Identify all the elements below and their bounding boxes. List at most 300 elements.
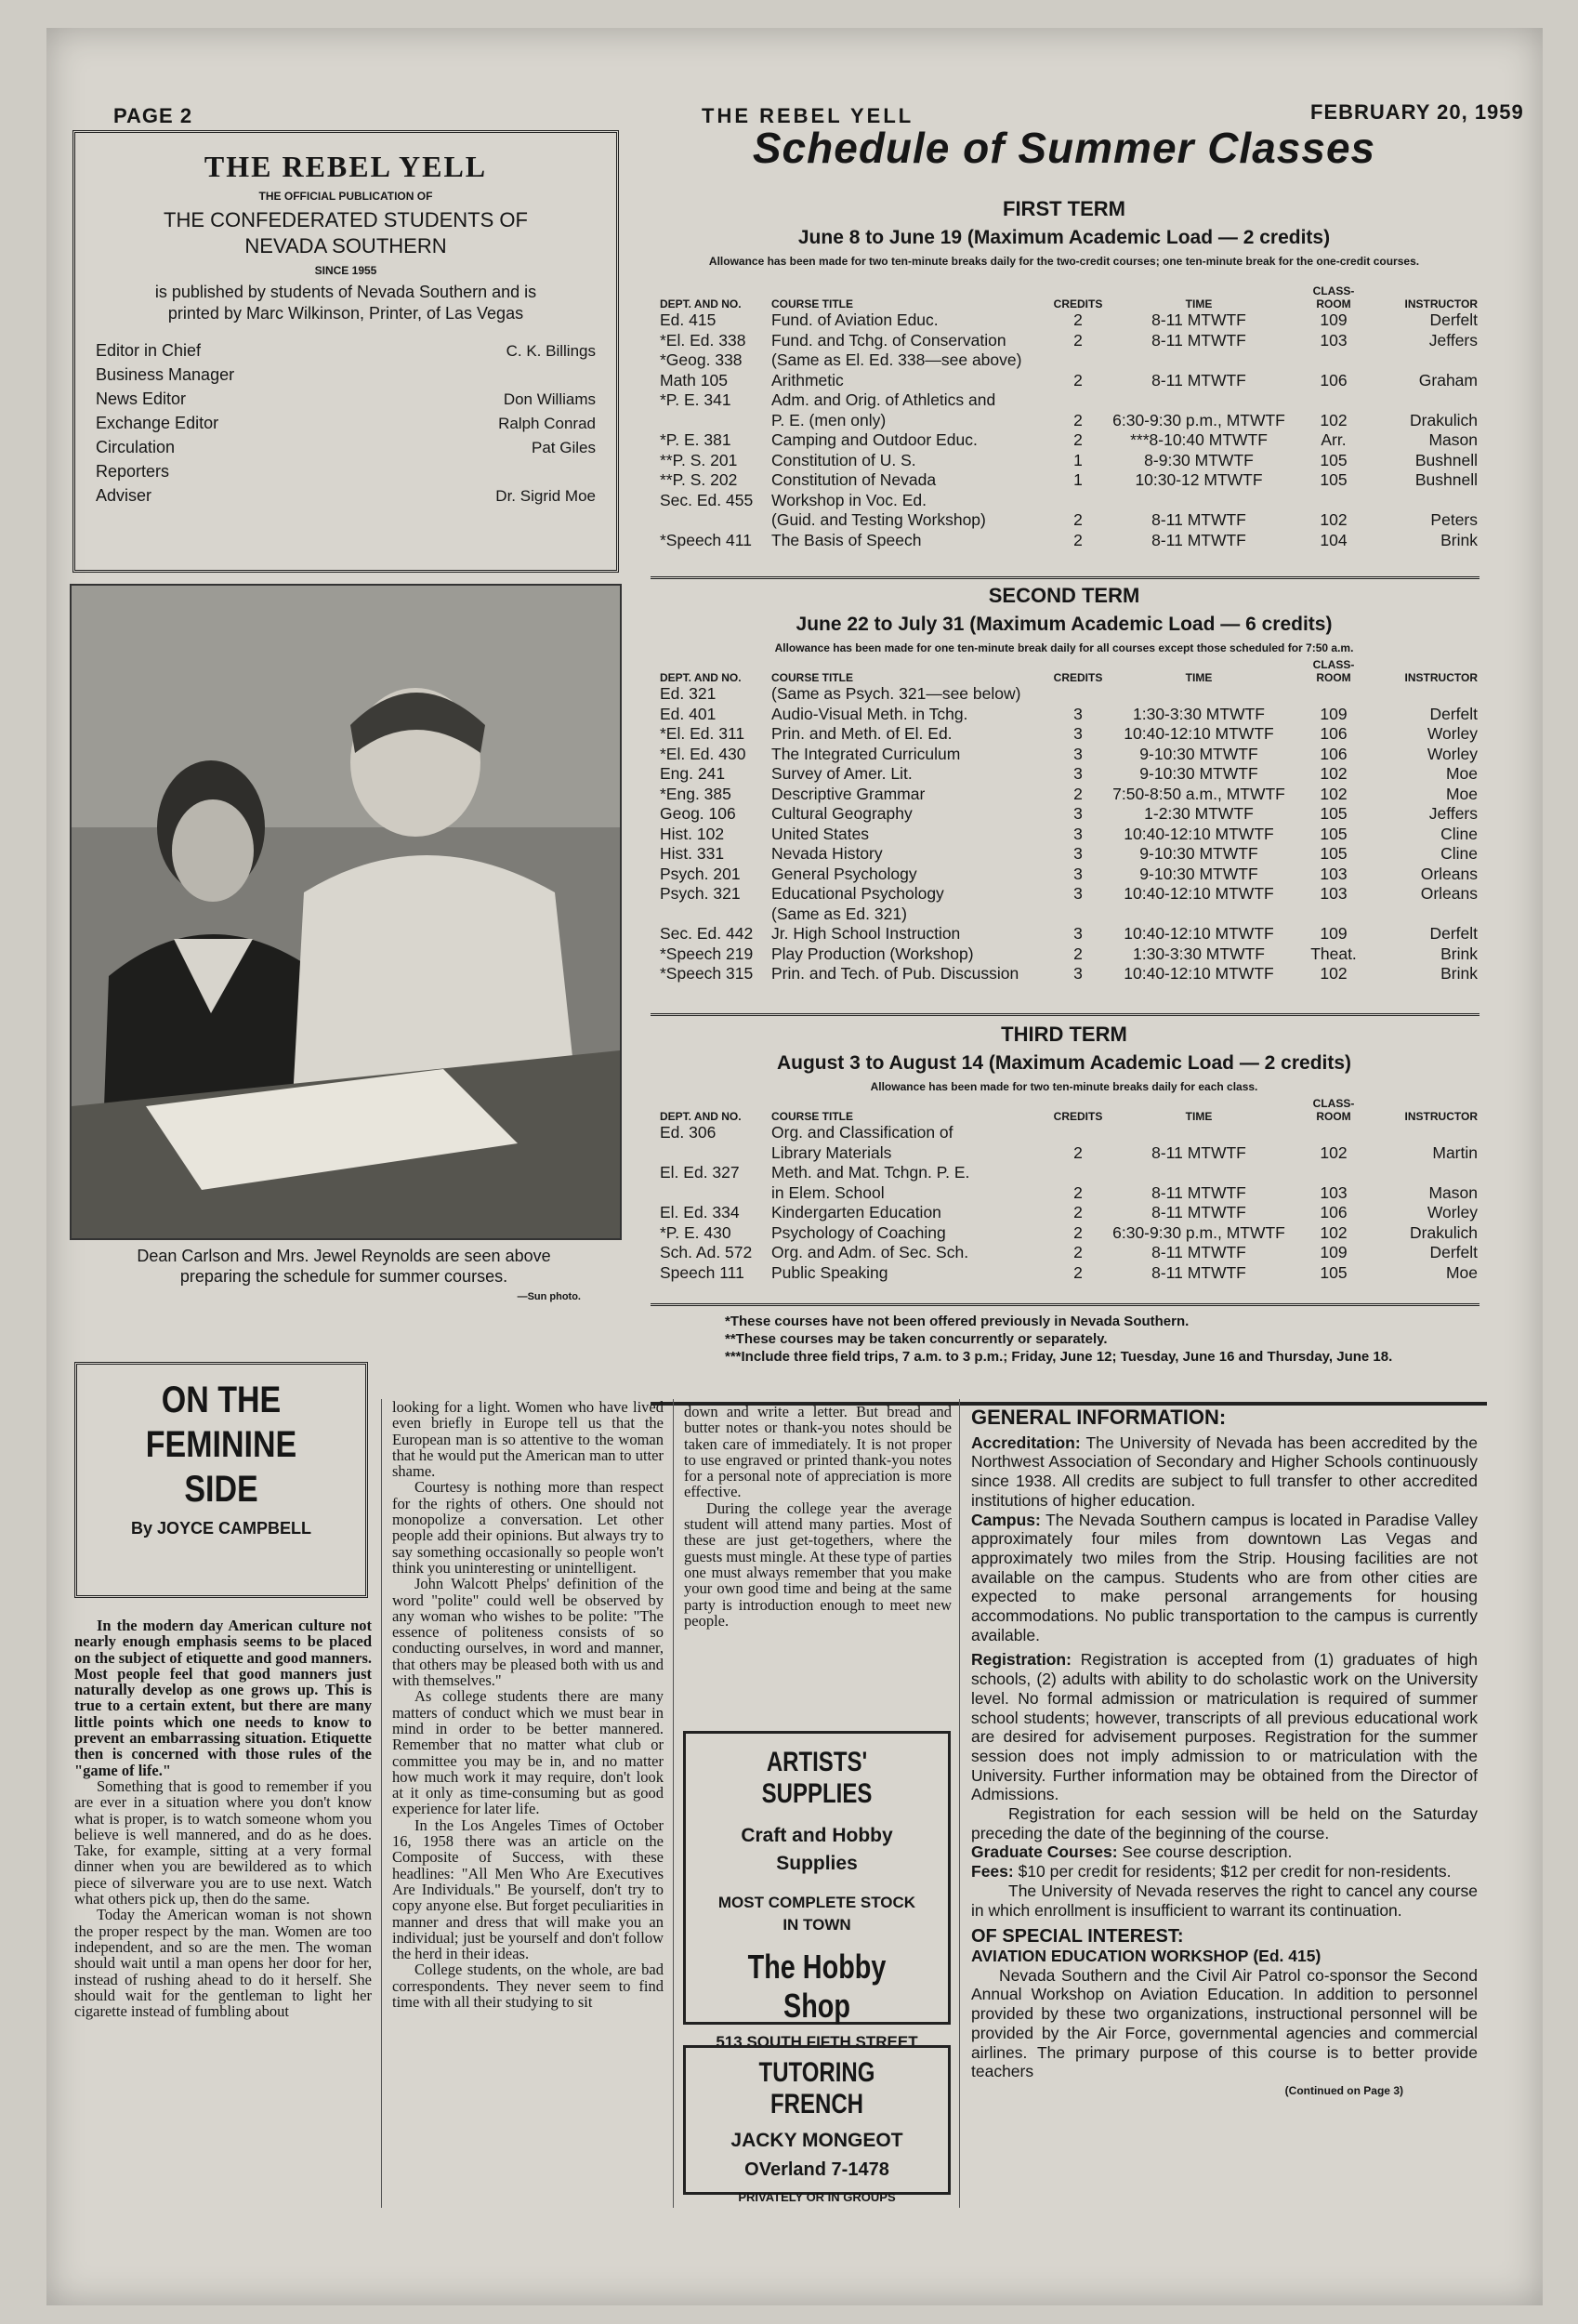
column-rule [673,1399,674,2208]
staff-row [96,433,596,457]
table-row [651,350,1479,371]
cell-dept: *P. E. 341 [660,390,731,410]
cell-instructor: Graham [1418,370,1478,390]
cell-instructor: Brink [1440,944,1478,963]
cell-credits: 2 [1073,1262,1083,1282]
column-header-credits: CREDITS [1053,1110,1103,1123]
staff-role: Business Manager [96,365,235,384]
column-header-room-top: CLASS- [1312,284,1355,297]
cell-time: 10:40-12:10 MTWTF [1124,964,1274,984]
photo-dean-carlson-jewel-reynolds [70,584,622,1240]
general-information [971,1408,1478,2101]
table-row [651,825,1479,845]
cell-instructor: Derfelt [1429,1243,1478,1262]
cell-instructor: Moe [1445,764,1478,784]
photo-credit: —Sun photo. [517,1291,581,1302]
cell-course: Prin. and Tech. of Pub. Discussion [771,964,1019,984]
schedule-end-rule [651,1303,1479,1306]
ad-artists-line3: MOST COMPLETE STOCK [717,1894,916,1911]
cell-dept: *El. Ed. 338 [660,330,746,350]
column-header-instructor: INSTRUCTOR [1404,1110,1478,1123]
table-row [651,924,1479,944]
cell-dept: El. Ed. 334 [660,1203,740,1222]
column-header-dept: DEPT. AND NO. [660,297,742,310]
cell-dept: Hist. 102 [660,824,725,843]
column-header-credits: CREDITS [1053,297,1103,310]
term-note: Allowance has been made for two ten-minute breaks daily for each class. [870,1080,1258,1093]
cell-time: 1:30-3:30 MTWTF [1133,944,1265,963]
table-row [651,1263,1479,1284]
cell-course: (Guid. and Testing Workshop) [771,510,986,530]
table-row [651,764,1479,785]
accreditation-text: The University of Nevada has been accredited by the Northwest Association of Secondary and Higher Schools continuously since 1938. All credits are subject to full transfer to other accredited institutions of higher education. [971,1433,1479,1510]
cell-credits: 2 [1073,1243,1083,1262]
term-name: THIRD TERM [1001,1023,1127,1046]
cell-credits: 3 [1073,924,1083,944]
cell-course: in Elem. School [771,1182,885,1202]
cell-dept: Ed. 321 [660,684,717,704]
table-row [651,1123,1479,1143]
cell-credits: 1 [1073,470,1083,490]
cell-course: Prin. and Meth. of El. Ed. [771,724,953,744]
cell-course: Descriptive Grammar [771,784,926,803]
cell-dept: Psych. 321 [660,884,741,904]
cell-instructor: Jeffers [1428,330,1478,350]
cell-room: 103 [1320,330,1348,350]
cell-room: 105 [1320,470,1348,490]
cell-course: Adm. and Orig. of Athletics and [771,390,996,410]
staff-role: Editor in Chief [96,341,202,360]
term-name: FIRST TERM [1003,197,1125,220]
cell-credits: 3 [1073,824,1083,843]
photo-caption [70,1246,618,1307]
cell-instructor: Bushnell [1414,450,1478,469]
feminine-lead: In the modern day American culture not nearly enough emphasis seems to be placed on the subject of etiquette and good manners. Most people feel that good manners just naturally develop as one grows up. This is true to a certain extent, but there are many little points which one needs to know to prevent an embarrassing situation. Etiquette then is concerned with those rules of the "game of life." [74,1617,372,1779]
aviation-heading: AVIATION EDUCATION WORKSHOP [971,1946,1249,1965]
cell-room: 105 [1320,1262,1348,1282]
fees-text: $10 per credit for residents; $12 per credit for non-residents. [1018,1862,1452,1882]
cell-dept: Math 105 [660,370,728,390]
cell-room: 102 [1320,964,1348,984]
cell-dept: Sec. Ed. 442 [660,924,754,944]
staff-row [96,361,596,385]
cell-dept: *Eng. 385 [660,784,731,803]
cell-room: 102 [1320,784,1348,803]
cell-dept: *Speech 219 [660,944,754,963]
cell-dept: *Speech 315 [660,964,754,984]
cell-credits: 3 [1073,844,1083,864]
cell-instructor: Worley [1427,724,1478,744]
cell-instructor: Drakulich [1410,410,1478,429]
column-header-room-top: CLASS- [1312,658,1355,671]
cell-room: 106 [1320,1203,1348,1222]
cell-course: Library Materials [771,1142,892,1162]
schedule-footnotes [725,1313,1478,1366]
cell-instructor: Martin [1432,1142,1478,1162]
cell-course: Jr. High School Instruction [771,924,961,944]
cell-course: General Psychology [771,864,917,883]
cell-course: Audio-Visual Meth. in Tchg. [771,704,968,723]
cell-dept: Sec. Ed. 455 [660,490,754,509]
table-header-row [651,1095,1479,1123]
cell-credits: 3 [1073,804,1083,824]
cell-room: 105 [1320,824,1348,843]
cell-dept: *El. Ed. 430 [660,744,746,763]
cell-time: 8-9:30 MTWTF [1144,450,1254,469]
cell-course: Org. and Adm. of Sec. Sch. [771,1243,969,1262]
cell-instructor: Cline [1440,824,1478,843]
masthead-subtitle: THE OFFICIAL PUBLICATION OF [258,190,433,203]
column-header-credits: CREDITS [1053,671,1103,684]
cell-time: 8-11 MTWTF [1151,1262,1246,1282]
schedule-title: Schedule of Summer Classes [752,124,1376,172]
cell-course: Play Production (Workshop) [771,944,974,963]
registration-text: Registration is accepted from (1) graduates of high schools, (2) adults with ability to do scholastic work on the University level. No formal admission or matriculation is required of summer school students; however, transcripts of all previous educational work are desired for advisement purposes. Registration for the summer session does not imply admission to or matriculation with the University. Further information may be obtained from the Director of Admissions. [971,1650,1478,1804]
cell-room: 106 [1320,370,1348,390]
table-row [651,844,1479,865]
staff-row [96,385,596,409]
cell-credits: 2 [1073,530,1083,549]
cell-course: Fund. of Aviation Educ. [771,310,939,330]
cell-room: 105 [1320,804,1348,824]
table-row [651,1203,1479,1223]
cell-time: 6:30-9:30 p.m., MTWTF [1112,1222,1285,1242]
cell-dept: Ed. 401 [660,704,717,723]
table-header-row [651,656,1479,684]
masthead-since: SINCE 1955 [314,264,377,277]
cell-time: 9-10:30 MTWTF [1139,764,1258,784]
table-row [651,865,1479,885]
cell-credits: 3 [1073,724,1083,744]
cell-course: (Same as Psych. 321—see below) [771,684,1021,704]
cell-course: Cultural Geography [771,804,913,824]
footnote-3: ***Include three field trips, 7 a.m. to 3 p.m.; Friday, June 12; Tuesday, June 16 and Thursday, June 18. [725,1349,1393,1365]
table-row [651,491,1479,511]
ad-artists-title: ARTISTS' SUPPLIES [761,1747,873,1809]
cell-instructor: Orleans [1420,864,1478,883]
feminine-column-3 [684,1404,952,1629]
feminine-byline: By JOYCE CAMPBELL [130,1519,312,1538]
graduate-text: See course description. [1122,1842,1293,1862]
feminine-title1: ON THE [161,1380,282,1420]
table-row [651,1183,1479,1204]
table-row [651,1243,1479,1263]
cell-instructor: Brink [1440,530,1478,549]
cell-instructor: Cline [1440,844,1478,864]
masthead-box [72,130,619,573]
cell-room: 102 [1320,510,1348,530]
table-row [651,310,1479,331]
cell-room: 109 [1320,924,1348,944]
cell-credits: 2 [1073,310,1083,330]
table-row [651,705,1479,725]
cell-credits: 3 [1073,864,1083,883]
cell-credits: 3 [1073,744,1083,763]
table-row [651,1223,1479,1244]
staff-list [75,337,616,506]
cell-time: 10:40-12:10 MTWTF [1124,884,1274,904]
staff-role: Exchange Editor [96,414,219,432]
table-row [651,724,1479,745]
cell-course: Fund. and Tchg. of Conservation [771,330,1006,350]
term-note: Allowance has been made for two ten-minute breaks daily for the two-credit courses; one ten-minute break for the one-credit courses. [708,255,1420,268]
cell-credits: 2 [1073,410,1083,429]
cell-instructor: Worley [1427,1203,1478,1222]
cell-course: Org. and Classification of [771,1123,953,1142]
caption-line2: preparing the schedule for summer courses. [179,1267,508,1286]
feminine-col3-p2: During the college year the average student will attend many parties. Most of these are just get-togethers, where the guests must mingle. At these type of parties one must always remember that you make your own good time and being at the same party is introduction enough to meet new people. [684,1499,952,1630]
staff-name: C. K. Billings [506,342,596,360]
staff-row [96,457,596,482]
staff-role: Reporters [96,462,170,481]
cell-course: Nevada History [771,844,883,864]
paper-name: THE REBEL YELL [702,104,914,127]
staff-role: News Editor [96,390,187,408]
table-row [651,745,1479,765]
cell-credits: 2 [1073,944,1083,963]
cell-instructor: Bushnell [1414,470,1478,490]
cell-dept: *P. E. 430 [660,1222,731,1242]
cell-credits: 2 [1073,370,1083,390]
cell-credits: 2 [1073,510,1083,530]
feminine-column-2 [392,1399,664,2010]
column-header-time: TIME [1185,297,1213,310]
cell-instructor: Orleans [1420,884,1478,904]
cell-instructor: Mason [1428,1182,1478,1202]
staff-row [96,409,596,433]
cell-course: The Basis of Speech [771,530,922,549]
staff-role: Circulation [96,438,176,456]
cell-time: 6:30-9:30 p.m., MTWTF [1112,410,1285,429]
feminine-col2-p6: College students, on the whole, are bad correspondents. They never seem to find time with all their studying to sit [392,1961,664,2011]
column-header-instructor: INSTRUCTOR [1404,671,1478,684]
column-header-room [1292,658,1375,684]
cell-course: Constitution of Nevada [771,470,937,490]
cell-room: 103 [1320,864,1348,883]
cell-credits: 3 [1073,764,1083,784]
masthead-title: THE REBEL YELL [204,150,488,183]
staff-name: Don Williams [503,390,596,408]
cell-time: 10:40-12:10 MTWTF [1124,724,1274,744]
column-header-room-top: CLASS- [1312,1097,1355,1110]
cell-room: 103 [1320,884,1348,904]
staff-name: Dr. Sigrid Moe [495,487,596,505]
ad-artists-supplies [683,1731,951,2051]
masthead-published1: is published by students of Nevada Southern and is [154,283,537,301]
table-row [651,905,1479,925]
ad-artists-line1: Craft and Hobby [741,1825,893,1846]
cell-course: Arithmetic [771,370,844,390]
table-row [651,1143,1479,1164]
cell-instructor: Moe [1445,1262,1478,1282]
cell-instructor: Derfelt [1429,924,1478,944]
cell-course: United States [771,824,870,843]
table-row [651,371,1479,391]
cell-time: 7:50-8:50 a.m., MTWTF [1112,784,1285,803]
cell-credits: 2 [1073,330,1083,350]
cell-credits: 2 [1073,430,1083,450]
table-row [651,684,1479,705]
cell-dept: Ed. 306 [660,1123,717,1142]
masthead-published2: printed by Marc Wilkinson, Printer, of Las Vegas [167,304,524,323]
table-row [651,390,1479,411]
cell-room: 109 [1320,310,1348,330]
staff-name: Pat Giles [532,439,596,456]
cell-dept: *El. Ed. 311 [660,724,745,744]
reserve-text: The University of Nevada reserves the right to cancel any course in which enrollment is insufficient to warrant its continuation. [971,1881,1478,1920]
table-row [651,411,1479,431]
page-number: PAGE 2 [113,104,193,127]
column-header-course: COURSE TITLE [771,671,854,684]
cell-time: 1:30-3:30 MTWTF [1133,704,1265,723]
cell-time: 8-11 MTWTF [1151,1243,1246,1262]
cell-credits: 3 [1073,964,1083,984]
cell-instructor: Derfelt [1429,704,1478,723]
feminine-col2-p5: In the Los Angeles Times of October 16, 1958 there was an article on the Composite of Success, with these headlines: "All Men Who Are Executives Are Individuals." Be yourself, don't try to copy anyone else. But forget peculiarities in manner and dress that will make you an individual; just be yourself and don't follow the herd in their ideas. [392,1816,664,1963]
cell-instructor: Drakulich [1410,1222,1478,1242]
cell-course: Survey of Amer. Lit. [771,764,913,784]
photo-illustration [72,586,620,1238]
feminine-col3-p1: down and write a letter. But bread and butter notes or thank-you notes should be taken care of immediately. It is not proper to use engraved or printed thank-you notes for a personal note of appreciation is more effective. [684,1403,952,1501]
cell-credits: 2 [1073,1203,1083,1222]
feminine-side-box [74,1362,368,1598]
cell-time: 8-11 MTWTF [1151,1182,1246,1202]
masthead-line2: NEVADA SOUTHERN [244,234,447,257]
caption-line1: Dean Carlson and Mrs. Jewel Reynolds are seen above [137,1247,551,1265]
feminine-col1-p2: Something that is good to remember if you are ever in a situation where you don't know what is proper, is to watch someone whom you believe is well mannered, and do as he does. Take, for example, sitting at a very formal dinner when you are bewildered as to which piece of silverware you are to use next. Watch what others pick up, then do the same. [74,1776,372,1908]
table-row [651,944,1479,965]
cell-time: 1-2:30 MTWTF [1144,804,1254,824]
cell-instructor: Derfelt [1429,310,1478,330]
feminine-title2: FEMININE [145,1424,297,1465]
cell-room: 102 [1320,1142,1348,1162]
cell-course: Public Speaking [771,1262,888,1282]
table-row [651,510,1479,531]
cell-course: Camping and Outdoor Educ. [771,430,978,450]
cell-credits: 2 [1073,1182,1083,1202]
ad-french-note: PRIVATELY OR IN GROUPS [738,2190,896,2204]
feminine-col2-p1: looking for a light. Women who have lived even briefly in Europe tell us that the European man is so attentive to the woman that he would put the American man to utter shame. [392,1398,664,1481]
column-header-room [1292,1097,1375,1123]
column-rule [959,1399,960,2208]
ad-artists-line4: IN TOWN [782,1916,851,1934]
cell-course: (Same as El. Ed. 338—see above) [771,350,1022,370]
cell-credits: 3 [1073,704,1083,723]
table-row [651,331,1479,351]
cell-dept: Eng. 241 [660,764,726,784]
cell-time: 10:40-12:10 MTWTF [1124,824,1274,843]
cell-dept: *P. E. 381 [660,430,731,450]
cell-room: 102 [1320,1222,1348,1242]
feminine-col1-p3: Today the American woman is not shown the proper respect by the man. Women are too independent, and so are the men. The woman should wait until a man opens her door for her, instead of rushing ahead to do it herself. She should wait for the gentleman to light her cigarette instead of fumbling about [74,1906,372,2021]
feminine-col2-p2: Courtesy is nothing more than respect for the rights of others. One should not monopolize a conversation. Let other people add their opinions. But always try to say something occasionally so people won't think you uninteresting or unintelligent. [392,1478,664,1577]
column-header-room-bottom: ROOM [1316,297,1351,310]
cell-dept: Geog. 106 [660,804,736,824]
cell-room: 105 [1320,844,1348,864]
cell-course: Workshop in Voc. Ed. [771,490,927,509]
cell-dept: Sch. Ad. 572 [660,1243,753,1262]
cell-dept: Speech 111 [660,1262,744,1282]
table-row [651,531,1479,551]
ad-artists-shop: The Hobby Shop [747,1948,887,2025]
cell-dept: *Speech 411 [660,530,752,549]
cell-instructor: Moe [1445,784,1478,803]
staff-role: Adviser [96,486,152,505]
footnote-1: *These courses have not been offered previously in Nevada Southern. [725,1314,1190,1329]
column-header-time: TIME [1185,671,1213,684]
term-dates: August 3 to August 14 (Maximum Academic Load — 2 credits) [776,1052,1352,1074]
term-heading [651,197,1478,268]
campus-text: The Nevada Southern campus is located in Paradise Valley approximately four miles from downtown Las Vegas and approximately two miles from the Strip. Housing facilities are not available on the campus. Students who are from other cities are expected to make personal arrangements for housing accommodations. No public transportation to the campus is currently available. [971,1510,1479,1644]
cell-course: Kindergarten Education [771,1203,941,1222]
term-heading [651,584,1478,654]
term-dates: June 22 to July 31 (Maximum Academic Load — 6 credits) [796,614,1333,635]
ad-artists-address: 513 SOUTH FIFTH STREET [716,2033,918,2051]
aviation-code: (Ed. 415) [1253,1946,1322,1965]
cell-room: 105 [1320,450,1348,469]
cell-room: 106 [1320,724,1348,744]
column-header-dept: DEPT. AND NO. [660,1110,742,1123]
cell-instructor: Jeffers [1428,804,1478,824]
general-heading: GENERAL INFORMATION: [971,1406,1227,1429]
term-divider [651,1013,1479,1016]
table-row [651,785,1479,805]
cell-course: Psychology of Coaching [771,1222,946,1242]
term-name: SECOND TERM [988,584,1140,607]
column-header-instructor: INSTRUCTOR [1404,297,1478,310]
term-heading [651,1023,1478,1093]
cell-time: 8-11 MTWTF [1151,330,1246,350]
graduate-label: Graduate Courses: [971,1842,1118,1862]
staff-row [96,482,596,506]
ad-french-phone: OVerland 7-1478 [744,2159,889,2180]
cell-dept: Psych. 201 [660,864,741,883]
cell-room: 104 [1320,530,1348,549]
column-header-room [1292,284,1375,310]
term-table [651,1095,1479,1283]
cell-instructor: Worley [1427,744,1478,763]
cell-dept: El. Ed. 327 [660,1163,740,1182]
cell-time: 8-11 MTWTF [1151,370,1246,390]
cell-instructor: Mason [1428,430,1478,450]
cell-dept: *Geog. 338 [660,350,743,370]
table-row [651,1163,1479,1183]
cell-credits: 1 [1073,450,1083,469]
cell-time: 9-10:30 MTWTF [1139,864,1258,883]
cell-credits: 2 [1073,784,1083,803]
registration-label: Registration: [971,1650,1072,1670]
cell-room: 102 [1320,764,1348,784]
staff-row [96,337,596,361]
ad-french-name: JACKY MONGEOT [730,2130,903,2151]
cell-room: 106 [1320,744,1348,763]
cell-time: 9-10:30 MTWTF [1139,844,1258,864]
column-header-course: COURSE TITLE [771,297,854,310]
cell-course: (Same as Ed. 321) [771,904,907,923]
staff-name: Ralph Conrad [498,415,596,432]
column-rule [381,1399,382,2208]
cell-time: 8-11 MTWTF [1151,510,1246,530]
cell-course: Meth. and Mat. Tchgn. P. E. [771,1163,970,1182]
cell-credits: 2 [1073,1142,1083,1162]
cell-room: 102 [1320,410,1348,429]
ad-artists-line2: Supplies [776,1853,858,1874]
table-row [651,964,1479,984]
feminine-column-1 [74,1618,372,2019]
cell-room: 109 [1320,704,1348,723]
term-table [651,283,1479,550]
table-header-row [651,283,1479,310]
